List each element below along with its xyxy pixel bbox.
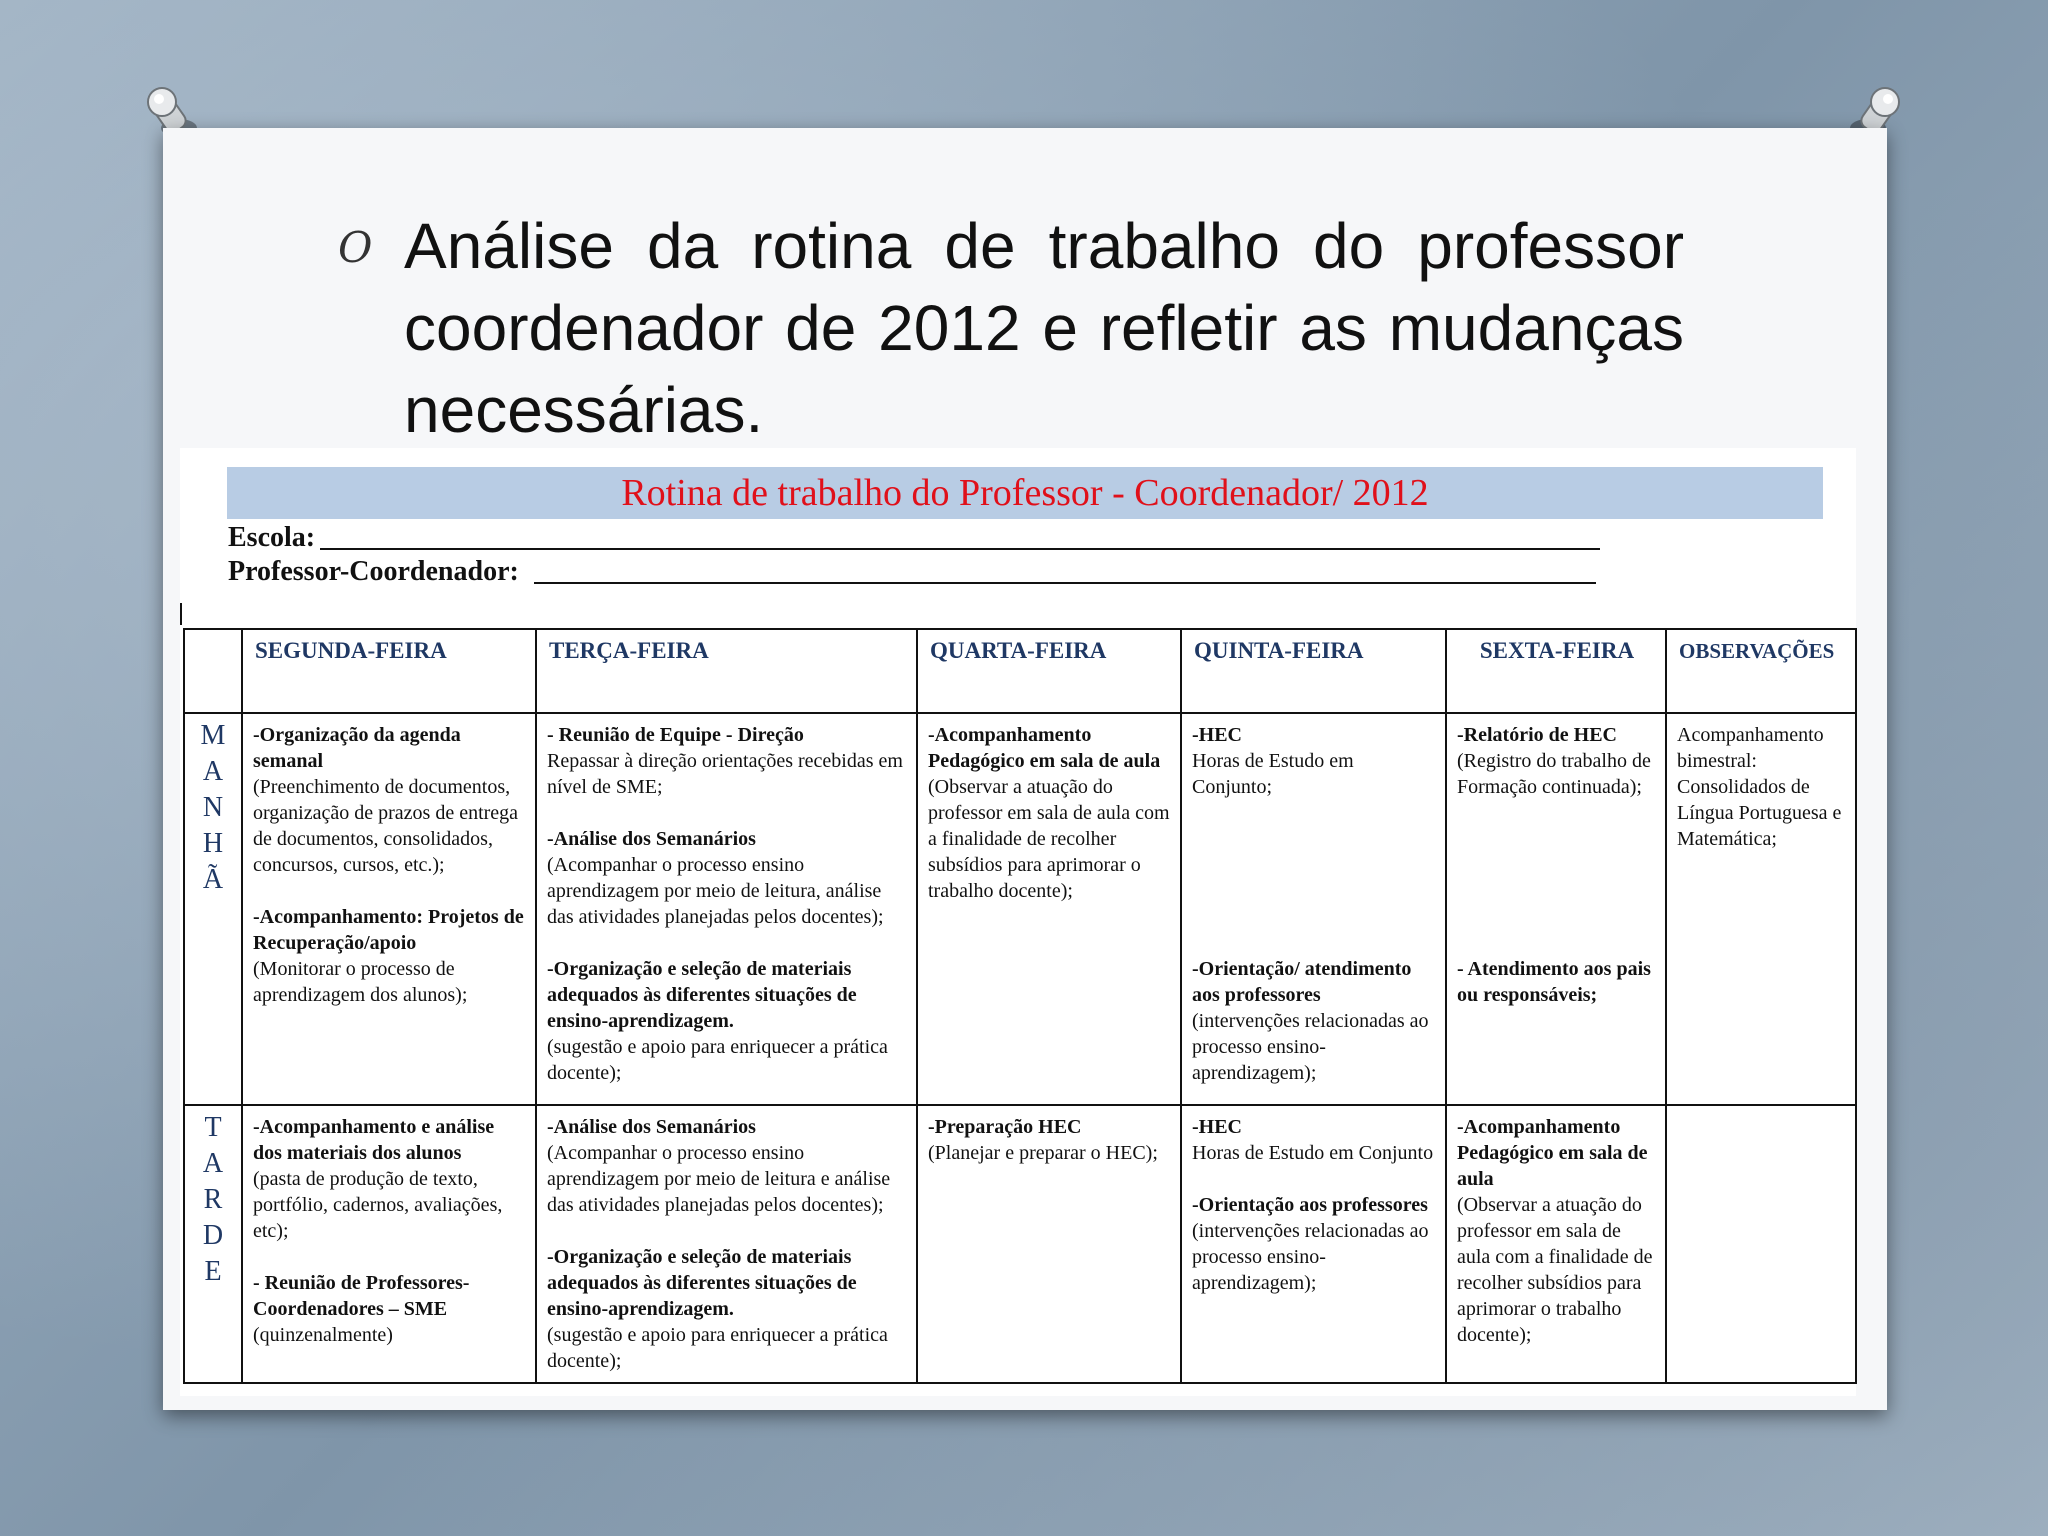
list-item: - Atendimento aos pais ou responsáveis; — [1457, 958, 1651, 1006]
list-item: -Organização da agenda semanal (Preenchimento de documentos, organização de prazos de entrega de documentos, consolidados, concursos, cursos, etc.); — [253, 724, 519, 876]
margin-mark — [180, 603, 182, 625]
professor-label: Professor-Coordenador: — [228, 556, 519, 587]
cell-tarde-quarta — [917, 1105, 1181, 1383]
period-letter: N — [202, 792, 224, 823]
period-letter: D — [202, 1220, 224, 1251]
cell-manha-terca — [536, 713, 917, 1105]
list-item: -HEC Horas de Estudo em Conjunto; — [1192, 724, 1354, 798]
period-letter: R — [203, 1184, 223, 1215]
slide-heading: Análise da rotina de trabalho do professor coordenador de 2012 e refletir as mudanças necessárias. — [404, 210, 1684, 446]
period-letter: M — [200, 720, 226, 751]
professor-field — [228, 556, 519, 588]
list-item: -Acompanhamento Pedagógico em sala de aula (Observar a atuação do professor em sala de aula com a finalidade de recolher subsídios para aprimorar o trabalho docente); — [1457, 1116, 1653, 1346]
cell-tarde-sexta — [1446, 1105, 1666, 1383]
cell-manha-observacoes: Acompanhamento bimestral: Consolidados de Língua Portuguesa e Matemática; — [1666, 713, 1856, 1105]
schedule-table — [183, 628, 1857, 1384]
period-letter: Ã — [202, 864, 224, 895]
escola-underline — [320, 548, 1600, 550]
list-item: -Acompanhamento: Projetos de Recuperação/apoio (Monitorar o processo de aprendizagem dos alunos); — [253, 906, 524, 1006]
cell-manha-quarta — [917, 713, 1181, 1105]
schedule-document — [180, 448, 1856, 1396]
period-letter: T — [204, 1112, 222, 1143]
cell-tarde-segunda — [242, 1105, 536, 1383]
list-item: -Preparação HEC (Planejar e preparar o HEC); — [928, 1116, 1158, 1164]
header-observacoes: OBSERVAÇÕES — [1666, 629, 1856, 713]
list-item: -HEC Horas de Estudo em Conjunto — [1192, 1116, 1434, 1164]
table-header-row — [184, 629, 1856, 713]
period-tarde — [184, 1105, 242, 1383]
list-item: -Orientação aos professores (intervenções relacionadas ao processo ensino-aprendizagem); — [1192, 1194, 1429, 1294]
list-item: -Organização e seleção de materiais adequados às diferentes situações de ensino-aprendizagem. (sugestão e apoio para enriquecer a prática docente); — [547, 1246, 888, 1372]
header-segunda: SEGUNDA-FEIRA — [242, 629, 536, 713]
cell-manha-sexta — [1446, 713, 1666, 1105]
period-manha — [184, 713, 242, 1105]
escola-label: Escola: — [228, 522, 316, 553]
list-item: - Reunião de Professores-Coordenadores – SME (quinzenalmente) — [253, 1272, 470, 1346]
document-title: Rotina de trabalho do Professor - Coordenador/ 2012 — [227, 467, 1823, 519]
cell-manha-quinta — [1181, 713, 1446, 1105]
list-item: -Acompanhamento Pedagógico em sala de aula (Observar a atuação do professor em sala de aula com a finalidade de recolher subsídios para aprimorar o trabalho docente); — [928, 724, 1170, 902]
table-row-tarde — [184, 1105, 1856, 1383]
list-item: -Acompanhamento e análise dos materiais dos alunos (pasta de produção de texto, portfólio, cadernos, avaliações, etc); — [253, 1116, 503, 1242]
header-terca: TERÇA-FEIRA — [536, 629, 917, 713]
header-sexta: SEXTA-FEIRA — [1446, 629, 1666, 713]
period-letter: E — [204, 1256, 222, 1287]
professor-underline — [534, 582, 1596, 584]
header-empty — [184, 629, 242, 713]
list-item: -Organização e seleção de materiais adequados às diferentes situações de ensino-aprendizagem. (sugestão e apoio para enriquecer a prática docente); — [547, 958, 888, 1084]
list-item: -Análise dos Semanários (Acompanhar o processo ensino aprendizagem por meio de leitura, análise das atividades planejadas pelos docentes); — [547, 828, 884, 928]
cell-tarde-observacoes — [1666, 1105, 1856, 1383]
header-quinta: QUINTA-FEIRA — [1181, 629, 1446, 713]
list-item: -Análise dos Semanários (Acompanhar o processo ensino aprendizagem por meio de leitura e análise das atividades planejadas pelos docentes); — [547, 1116, 891, 1216]
period-letter: A — [202, 1148, 224, 1179]
list-item: -Orientação/ atendimento aos professores (intervenções relacionadas ao processo ensino-aprendizagem); — [1192, 958, 1429, 1084]
header-quarta: QUARTA-FEIRA — [917, 629, 1181, 713]
period-letter: H — [202, 828, 224, 859]
cell-tarde-quinta — [1181, 1105, 1446, 1383]
cell-tarde-terca — [536, 1105, 917, 1383]
period-letter: A — [202, 756, 224, 787]
list-item: - Reunião de Equipe - Direção Repassar à direção orientações recebidas em nível de SME; — [547, 724, 903, 798]
list-item: -Relatório de HEC (Registro do trabalho de Formação continuada); — [1457, 724, 1651, 798]
cell-manha-segunda — [242, 713, 536, 1105]
table-row-manha — [184, 713, 1856, 1105]
bullet-marker: O — [338, 223, 373, 272]
escola-field — [228, 522, 315, 554]
